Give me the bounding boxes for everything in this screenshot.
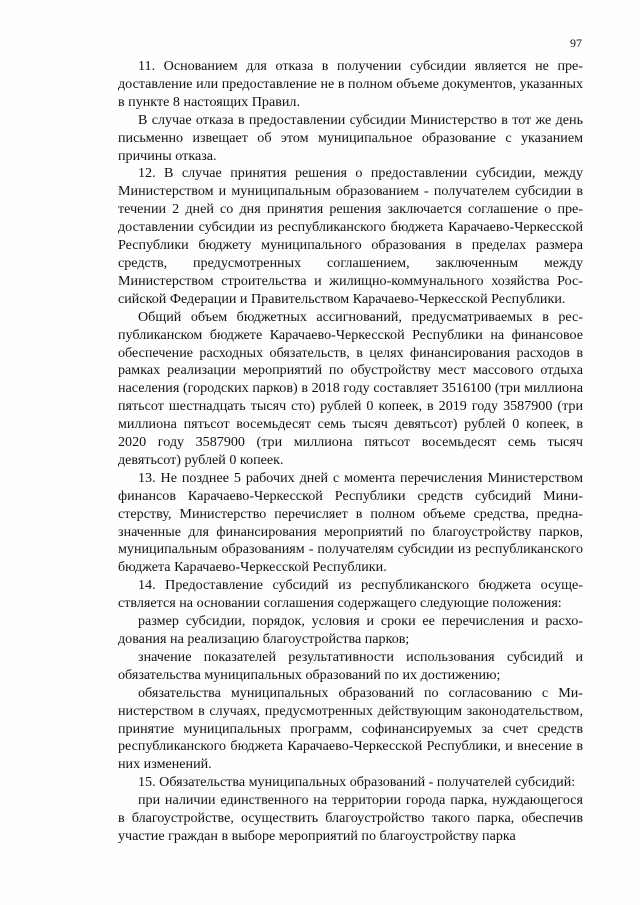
paragraph-13: 13. Не позднее 5 рабочих дней с момента перечисления Министерством финансов Карачаево-Черкесской Республики средств субсидий Министерству, Министерство перечисляет в полном объеме средства, предназначенные для финансирования мероприятий по благоустройству парков, муниципальным образованиям - получателям субсидии из республиканского бюджета Карачаево-Черкесской Республики. xyxy=(118,469,583,576)
paragraph-single-park: при наличии единственного на территории города парка, нуждающегося в благоустройстве, осуществить благоустройство такого парка, обеспечив участие граждан в выборе мероприятий по благоустройству парка xyxy=(118,792,583,844)
paragraph-performance-indicators: значение показателей результативности использования субсидий и обязательства муниципальных образований по их достижению; xyxy=(118,648,583,683)
paragraph-11: 11. Основанием для отказа в получении субсидии является не предоставление или предоставление не в полном объеме документов, указанных в пункте 8 настоящих Правил. xyxy=(118,58,583,110)
paragraph-subsidy-size: размер субсидии, порядок, условия и сроки ее перечисления и расходования на реализацию благоустройства парков; xyxy=(118,613,583,647)
document-body xyxy=(118,58,583,846)
paragraph-14: 14. Предоставление субсидий из республиканского бюджета осуществляется на основании соглашения содержащего следующие положения: xyxy=(118,577,583,612)
page-number: 97 xyxy=(570,36,582,50)
paragraph-12: 12. В случае принятия решения о предоставлении субсидии, между Министерством и муниципальным образованием - получателем субсидии в течении 2 дней со дня принятия решения заключается соглашение о предоставлении субсидии из республиканского бюджета Карачаево-Черкесской Республики бюджету муниципального образования в пределах размера средств, предусмотренных соглашением, заключенным между Министерством строительства и жилищно-коммунального хозяйства Российской Федерации и Правительством Карачаево-Черкесской Республики. xyxy=(118,165,583,307)
paragraph-budget-allocations: Общий объем бюджетных ассигнований, предусматриваемых в республиканском бюджете Карачаево-Черкесской Республики на финансовое обеспечение расходных обязательств, в целях финансирования расходов в рамках реализации мероприятий по обустройству мест массового отдыха населения (городских парков) в 2018 году составляет 3516100 (три миллиона пятьсот шестнадцать тысяч сто) рублей 0 копеек, в 2019 году 3587900 (три миллиона пятьсот восемьдесят семь тысяч девятьсот) рублей 0 копеек, в 2020 году 3587900 (три миллиона пятьсот восемьдесят семь тысяч девятьсот) рублей 0 копеек. xyxy=(118,308,583,468)
paragraph-refusal-notice: В случае отказа в предоставлении субсидии Министерство в тот же день письменно извещает об этом муниципальное образование с указанием причины отказа. xyxy=(118,111,583,164)
paragraph-municipal-obligations: обязательства муниципальных образований по согласованию с Министерством в случаях, предусмотренных действующим законодательством, принятие муниципальных программ, софинансируемых за счет средств республиканского бюджета Карачаево-Черкесской Республики, и внесение в них изменений. xyxy=(118,684,583,773)
paragraph-15: 15. Обязательства муниципальных образований - получателей субсидий: xyxy=(138,774,576,791)
